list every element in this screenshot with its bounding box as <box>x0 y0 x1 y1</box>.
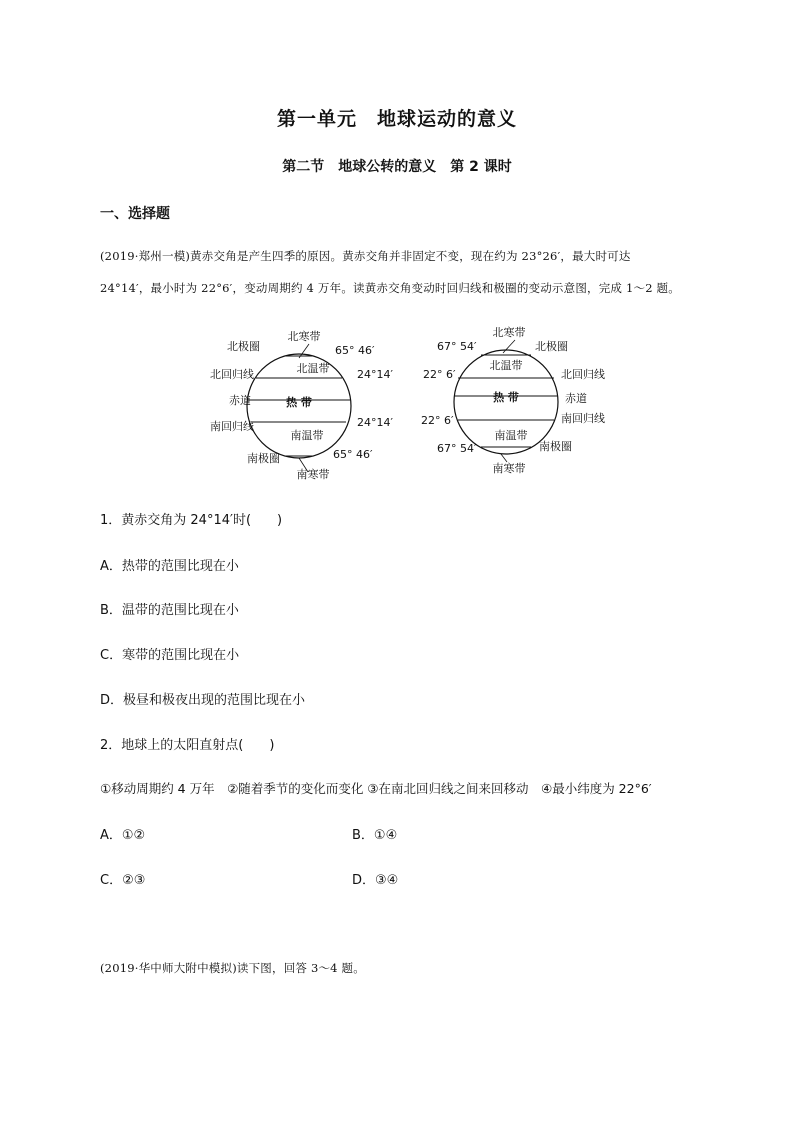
left-deg-s-tropic: 24°14′ <box>357 416 393 429</box>
q2-stem: 2．地球上的太阳直射点( ) <box>100 738 275 753</box>
right-tropical-label: 热 带 <box>493 391 519 404</box>
left-deg-s-polar: 65° 46′ <box>333 448 373 461</box>
right-s-cold-label: 南寒带 <box>492 462 526 475</box>
left-deg-n-polar: 65° 46′ <box>335 344 375 357</box>
left-s-tropic-label: 南回归线 <box>210 420 254 433</box>
q1-option-c[interactable]: C．寒带的范围比现在小 <box>100 648 240 663</box>
left-n-temp-label: 北温带 <box>296 362 330 375</box>
right-s-polar-label: 南极圈 <box>539 440 572 453</box>
next-group-intro: (2019·华中师大附中模拟)读下图，回答 3～4 题。 <box>100 961 365 975</box>
left-s-polar-label: 南极圈 <box>247 452 280 465</box>
q2-option-d[interactable]: D．③④ <box>352 873 399 888</box>
q1-option-a[interactable]: A．热带的范围比现在小 <box>100 559 239 574</box>
q2-option-b[interactable]: B．①④ <box>352 828 398 843</box>
right-globe <box>421 325 605 475</box>
right-n-polar-label: 北极圈 <box>535 340 568 353</box>
section-heading: 一、选择题 <box>100 206 170 222</box>
right-s-temp-label: 南温带 <box>494 429 528 442</box>
left-s-cold-label: 南寒带 <box>296 468 330 481</box>
right-deg-s-tropic: 22° 6′ <box>421 414 454 427</box>
unit-title: 第一单元 地球运动的意义 <box>276 108 517 130</box>
left-n-tropic-label: 北回归线 <box>210 368 254 381</box>
q2-statements: ①移动周期约 4 万年 ②随着季节的变化而变化 ③在南北回归线之间来回移动 ④最小纬度为 22°6′ <box>100 781 652 796</box>
q1-option-b[interactable]: B．温带的范围比现在小 <box>100 603 239 618</box>
left-n-cold-label: 北寒带 <box>287 330 321 343</box>
right-s-tropic-label: 南回归线 <box>561 412 605 425</box>
tilt-variation-figure <box>195 322 625 482</box>
intro-line-1: (2019·郑州一模)黄赤交角是产生四季的原因。黄赤交角并非固定不变，现在约为 23°26′，最大时可达 <box>100 249 631 263</box>
q1-stem: 1．黄赤交角为 24°14′时( ) <box>100 513 283 528</box>
q2-option-a[interactable]: A．①② <box>100 828 146 843</box>
left-deg-n-tropic: 24°14′ <box>357 368 393 381</box>
left-s-temp-label: 南温带 <box>290 429 324 442</box>
right-deg-n-polar: 67° 54′ <box>437 340 477 353</box>
intro-line-2: 24°14′，最小时为 22°6′，变动周期约 4 万年。读黄赤交角变动时回归线和极圈的变动示意图，完成 1～2 题。 <box>100 281 680 295</box>
left-globe <box>210 329 393 481</box>
right-s-cold-leader <box>501 454 507 462</box>
right-n-tropic-label: 北回归线 <box>561 368 605 381</box>
q1-option-d[interactable]: D．极昼和极夜出现的范围比现在小 <box>100 693 306 708</box>
right-n-temp-label: 北温带 <box>489 359 523 372</box>
left-n-polar-label: 北极圈 <box>227 340 260 353</box>
right-deg-s-polar: 67° 54′ <box>437 442 477 455</box>
right-n-cold-label: 北寒带 <box>492 326 526 339</box>
left-equator-label: 赤道 <box>229 394 251 407</box>
q2-option-c[interactable]: C．②③ <box>100 873 146 888</box>
right-equator-label: 赤道 <box>565 392 587 405</box>
left-tropical-label: 热 带 <box>286 396 312 409</box>
right-deg-n-tropic: 22° 6′ <box>423 368 456 381</box>
lesson-subtitle: 第二节 地球公转的意义 第 2 课时 <box>282 159 512 175</box>
